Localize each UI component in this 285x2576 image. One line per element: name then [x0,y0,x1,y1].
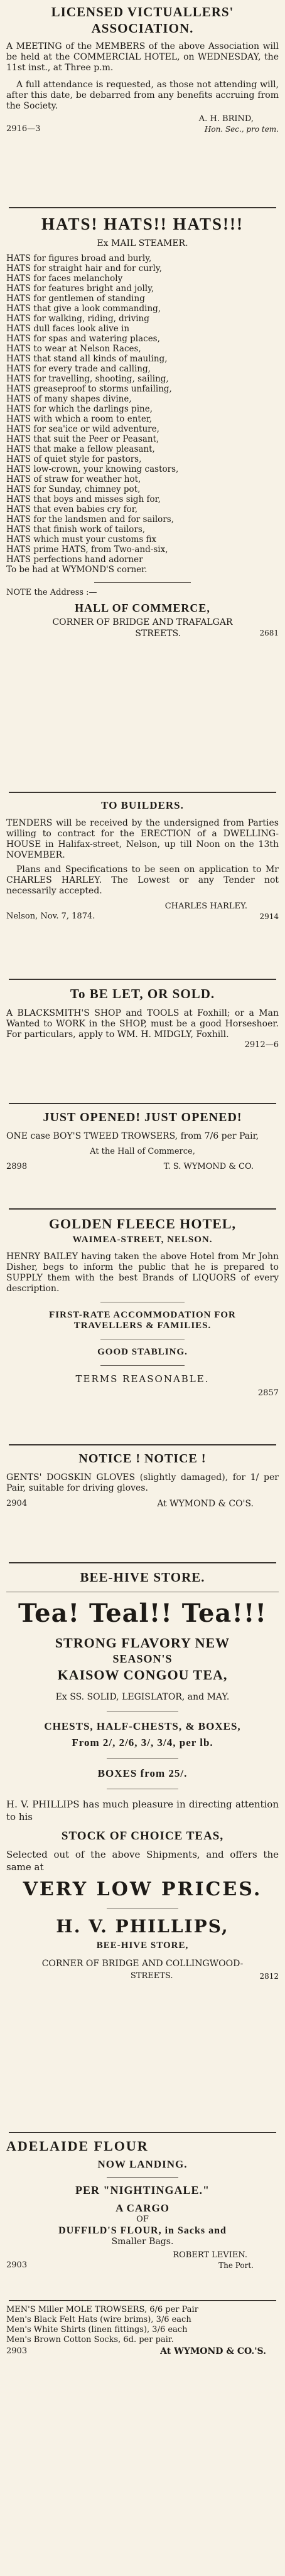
address-line: CORNER OF BRIDGE AND TRAFALGAR [52,617,233,627]
address-line: HALL OF COMMERCE, [75,602,210,614]
ad-golden-fleece [6,1210,279,1444]
list-item: HATS for every trade and calling, [6,364,151,374]
list-item: HATS for Sunday, chimney pot, [6,484,141,494]
ad-bee-hive-store [6,1563,279,2132]
ad-line: BOXES from 25/. [97,1767,188,1779]
ad-title: ADELAIDE FLOUR [6,2138,149,2154]
ad-ref-number: 2903 [6,2260,28,2270]
ad-ref-number: 2904 [6,1499,28,1508]
ad-line: From 2/, 2/6, 3/, 3/4, per lb. [72,1737,213,1748]
ad-ref-number: 2681 [259,629,279,637]
ad-signature: A. H. BRIND, [198,114,254,124]
address-line: STREETS. [135,629,181,639]
ad-line: NOW LANDING. [97,2158,188,2170]
ad-just-opened [6,1104,279,1208]
ad-line: A CARGO [116,2202,169,2214]
list-item: HATS for figures broad and burly, [6,253,152,263]
ad-hats [6,208,279,792]
list-item: HATS that suit the Peer or Peasant, [6,434,159,444]
divider [100,1365,185,1366]
ad-line: BEE-HIVE STORE, [96,1940,189,1951]
ad-line: STOCK OF CHOICE TEAS, [61,1829,224,1843]
ad-paragraph: Selected out of the above Shipments, and offers the same at [6,1849,279,1873]
ad-title: HATS! HATS!! HATS!!! [41,215,244,233]
ad-line: PER "NIGHTINGALE." [75,2184,210,2196]
ad-title: NOTICE ! NOTICE ! [78,1452,207,1466]
list-item: Men's White Shirts (linen fittings), 3/6 each [6,2325,188,2334]
ad-signature: T. S. WYMOND & CO. [163,1162,254,1171]
ad-line: KAISOW CONGOU TEA, [57,1667,228,1683]
list-item: HATS prime HATS, from Two-and-six, [6,545,168,555]
list-item: HATS of quiet style for pastors, [6,454,142,464]
ad-title: GOLDEN FLEECE HOTEL, [48,1216,237,1232]
ad-paragraph: TENDERS will be received by the undersigned from Parties willing to contract for the ERECTION of a DWELLING-HOUSE in Halifax-street, Nelson, up till Noon on the 13th NOVEMBER. [6,818,279,860]
list-item: HATS for travelling, shooting, sailing, [6,374,169,384]
ad-line: TERMS REASONABLE. [75,1373,210,1385]
list-item: HATS that boys and misses sigh for, [6,494,161,504]
ad-line: SEASON'S [112,1653,173,1665]
list-item: MEN'S Miller MOLE TROWSERS, 6/6 per Pair [6,2305,198,2314]
ad-paragraph: GENTS' DOGSKIN GLOVES (slightly damaged), for 1/ per Pair, suitable for driving gloves. [6,1472,279,1493]
ad-line: OF [136,2215,149,2224]
ad-paragraph: ONE case BOY'S TWEED TROWSERS, from 7/6 per Pair, [6,1131,259,1141]
list-item: HATS for spas and watering places, [6,334,160,344]
ad-place: The Port. [218,2261,254,2270]
ad-licensed-victuallers [6,0,279,207]
list-item: HATS that give a look commanding, [6,304,161,314]
list-item: HATS for gentlemen of standing [6,294,145,304]
divider [107,1758,178,1759]
ad-line: GOOD STABLING. [97,1347,188,1357]
ad-headline: Tea! Teal!! Tea!!! [18,1599,267,1628]
ad-line: CORNER OF BRIDGE AND COLLINGWOOD- [41,1959,244,1969]
ad-ref-number: 2812 [259,1972,279,1981]
ad-title: BEE-HIVE STORE. [80,1570,205,1585]
list-item: Men's Brown Cotton Socks, 6d. per pair. [6,2335,174,2344]
ad-ref-number: 2914 [259,912,279,921]
list-item: HATS for walking, riding, driving [6,314,149,324]
ad-ref-number: 2912—6 [244,1040,279,1050]
list-item: Men's Black Felt Hats (wire brims), 3/6 each [6,2315,191,2324]
ad-line: STREETS. [130,1971,173,1981]
ad-title: TO BUILDERS. [101,799,184,811]
list-item: HATS for the landsmen and for sailors, [6,514,174,524]
list-item: HATS to wear at Nelson Races, [6,344,141,354]
hats-list [6,253,279,575]
list-item: HATS perfections hand adorner [6,555,143,565]
list-item: HATS which must your customs fix [6,535,157,545]
ad-paragraph: A full attendance is requested, as those not attending will, after this date, be debarred from any benefits accruing from the Society. [6,80,279,111]
ad-signature: ROBERT LEVIEN. [173,2250,247,2260]
ad-signature: CHARLES HARLEY. [164,902,247,911]
list-item: To be had at WYMOND'S corner. [6,565,148,575]
ad-line: CHESTS, HALF-CHESTS, & BOXES, [44,1720,241,1732]
ad-line: STRONG FLAVORY NEW [55,1635,230,1651]
ad-line: FIRST-RATE ACCOMMODATION FOR [49,1310,236,1320]
ad-to-let [6,980,279,1103]
ad-title: JUST OPENED! JUST OPENED! [43,1110,242,1124]
ad-to-builders [6,793,279,979]
list-item: HATS that stand all kinds of mauling, [6,354,168,364]
ad-subtitle: WAIMEA-STREET, NELSON. [72,1235,213,1245]
ad-ref-number: 2857 [257,1388,279,1398]
ad-paragraph: A BLACKSMITH'S SHOP and TOOLS at Foxhill; or a Man Wanted to WORK in the SHOP, must be a good Horseshoer. For particulars, apply to WM. H. MIDGLY, Foxhill. [6,1008,279,1040]
list-item: HATS greaseproof to storms unfailing, [6,384,172,394]
ad-signature: At WYMOND & CO.'S. [160,2346,266,2356]
ad-place-date: Nelson, Nov. 7, 1874. [6,912,95,921]
ad-title: To BE LET, OR SOLD. [70,986,215,1001]
ad-paragraph: Plans and Specifications to be seen on application to Mr CHARLES HARLEY. The Lowest or any Tender not necessarily accepted. [6,865,279,896]
list-item: HATS that finish work of tailors, [6,524,146,535]
ad-ref-number: 2898 [6,1162,28,1171]
list-item: HATS for which the darlings pine, [6,404,153,414]
address-note: NOTE the Address :— [6,588,97,597]
ad-paragraph: A MEETING of the MEMBERS of the above Association will be held at the COMMERCIAL HOTEL, on WEDNESDAY, the 11st inst., at Three p.m. [6,41,279,73]
list-item: HATS of straw for weather hot, [6,474,141,484]
ad-subtitle: Ex MAIL STEAMER. [97,238,188,248]
ad-line: At the Hall of Commerce, [90,1147,195,1156]
ad-notice [6,1445,279,1562]
ad-ref-number: 2903 [6,2346,28,2356]
list-item: HATS dull faces look alive in [6,324,130,334]
list-item: HATS for straight hair and for curly, [6,263,162,274]
ad-adelaide-flour [6,2133,279,2300]
ad-paragraph: H. V. PHILLIPS has much pleasure in directing attention to his [6,1799,279,1823]
ad-title: LICENSED VICTUALLERS' ASSOCIATION. [51,4,234,36]
list-item: HATS that even babies cry for, [6,504,137,514]
ad-line: TRAVELLERS & FAMILIES. [73,1321,212,1331]
list-item: HATS of many shapes divine, [6,394,132,404]
list-item: HATS for features bright and jolly, [6,284,154,294]
list-item: HATS for faces melancholy [6,274,123,284]
divider [107,2177,178,2178]
ad-line: VERY LOW PRICES. [23,1878,262,1900]
ad-role: Hon. Sec., pro tem. [204,125,279,134]
ad-line: Smaller Bags. [111,2237,174,2247]
ad-ref-number: 2916—3 [6,124,41,134]
ad-line: DUFFILD'S FLOUR, in Sacks and [58,2225,227,2236]
ad-signature: At WYMOND & CO'S. [157,1499,254,1509]
list-item: HATS for sea'ice or wild adventure, [6,424,159,434]
divider [94,582,191,583]
ad-mens-goods [6,2301,279,2364]
list-item: HATS with which a room to enter, [6,414,153,424]
ad-line: Ex SS. SOLID, LEGISLATOR, and MAY. [55,1692,230,1702]
ad-line: H. V. PHILLIPS, [56,1916,229,1937]
ad-paragraph: HENRY BAILEY having taken the above Hotel from Mr John Disher, begs to inform the public that he is prepared to SUPPLY them with the best Brands of LIQUORS of every description. [6,1252,279,1294]
list-item: HATS that make a fellow pleasant, [6,444,155,454]
list-item: HATS low-crown, your knowing castors, [6,464,179,474]
